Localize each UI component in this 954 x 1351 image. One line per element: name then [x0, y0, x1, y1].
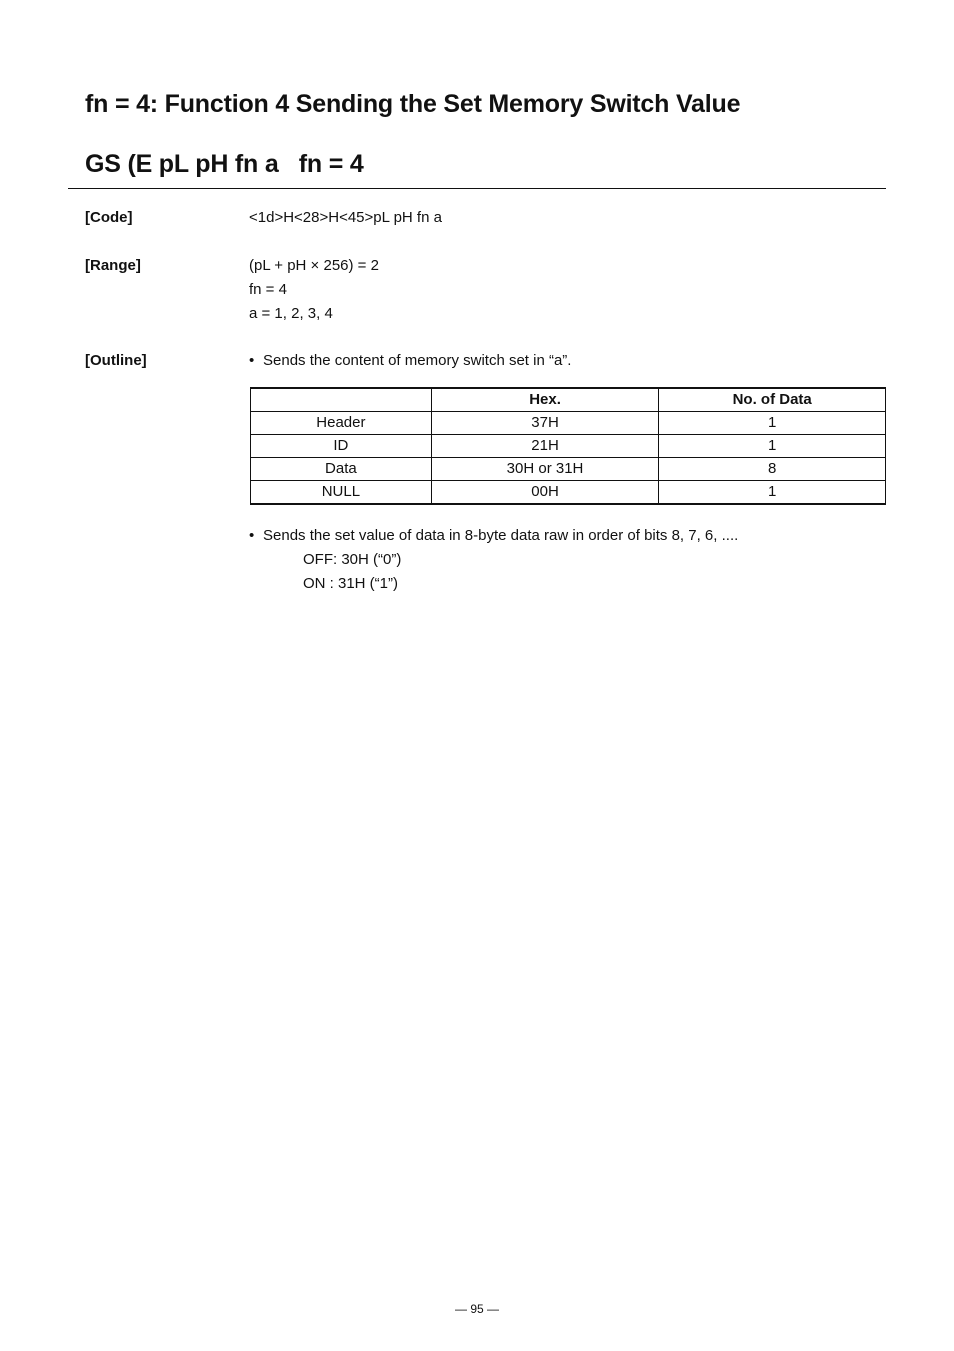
- table-cell: NULL: [251, 481, 432, 505]
- table-cell: 00H: [431, 481, 659, 505]
- table-cell: 8: [659, 458, 886, 481]
- code-label: [Code]: [85, 209, 133, 226]
- table-cell: 30H or 31H: [431, 458, 659, 481]
- off-value: OFF: 30H (“0”): [303, 551, 402, 568]
- table-cell: 37H: [431, 412, 659, 435]
- table-cell: 1: [659, 412, 886, 435]
- table-row: [251, 412, 886, 435]
- range-line: a = 1, 2, 3, 4: [249, 305, 333, 322]
- range-label: [Range]: [85, 257, 141, 274]
- on-value: ON : 31H (“1”): [303, 575, 399, 592]
- table-cell: 1: [659, 481, 886, 505]
- table-cell: Data: [251, 458, 432, 481]
- table-cell: ID: [251, 435, 432, 458]
- table-header-row: [251, 388, 886, 412]
- table-cell: 21H: [431, 435, 659, 458]
- table-header-cell: Hex.: [431, 388, 659, 412]
- code-value: <1d>H<28>H<45>pL pH fn a: [249, 209, 442, 226]
- range-line: fn = 4: [249, 281, 287, 298]
- page-title: fn = 4: Function 4 Sending the Set Memory Switch Value: [85, 90, 741, 118]
- page-number: — 95 —: [454, 1302, 499, 1316]
- outline-bullet-text: • Sends the content of memory switch set in “a”.: [249, 349, 571, 373]
- table-cell: 1: [659, 435, 886, 458]
- outline-bullet-2: [249, 524, 738, 596]
- outline-label: [Outline]: [85, 352, 147, 369]
- command-title: GS (E pL pH fn a fn = 4: [85, 150, 364, 178]
- data-format-table: [250, 387, 886, 505]
- table-row: [251, 458, 886, 481]
- table-header-cell: No. of Data: [659, 388, 886, 412]
- range-line: (pL + pH × 256) = 2: [249, 257, 379, 274]
- table-row: [251, 481, 886, 505]
- table-cell: Header: [251, 412, 432, 435]
- table-header-cell: [251, 388, 432, 412]
- range-values: [249, 254, 379, 326]
- title-rule: [68, 188, 886, 189]
- outline-bullet-1: [249, 349, 571, 373]
- table-row: [251, 435, 886, 458]
- outline-bullet-text: • Sends the set value of data in 8-byte data raw in order of bits 8, 7, 6, ....: [249, 524, 738, 548]
